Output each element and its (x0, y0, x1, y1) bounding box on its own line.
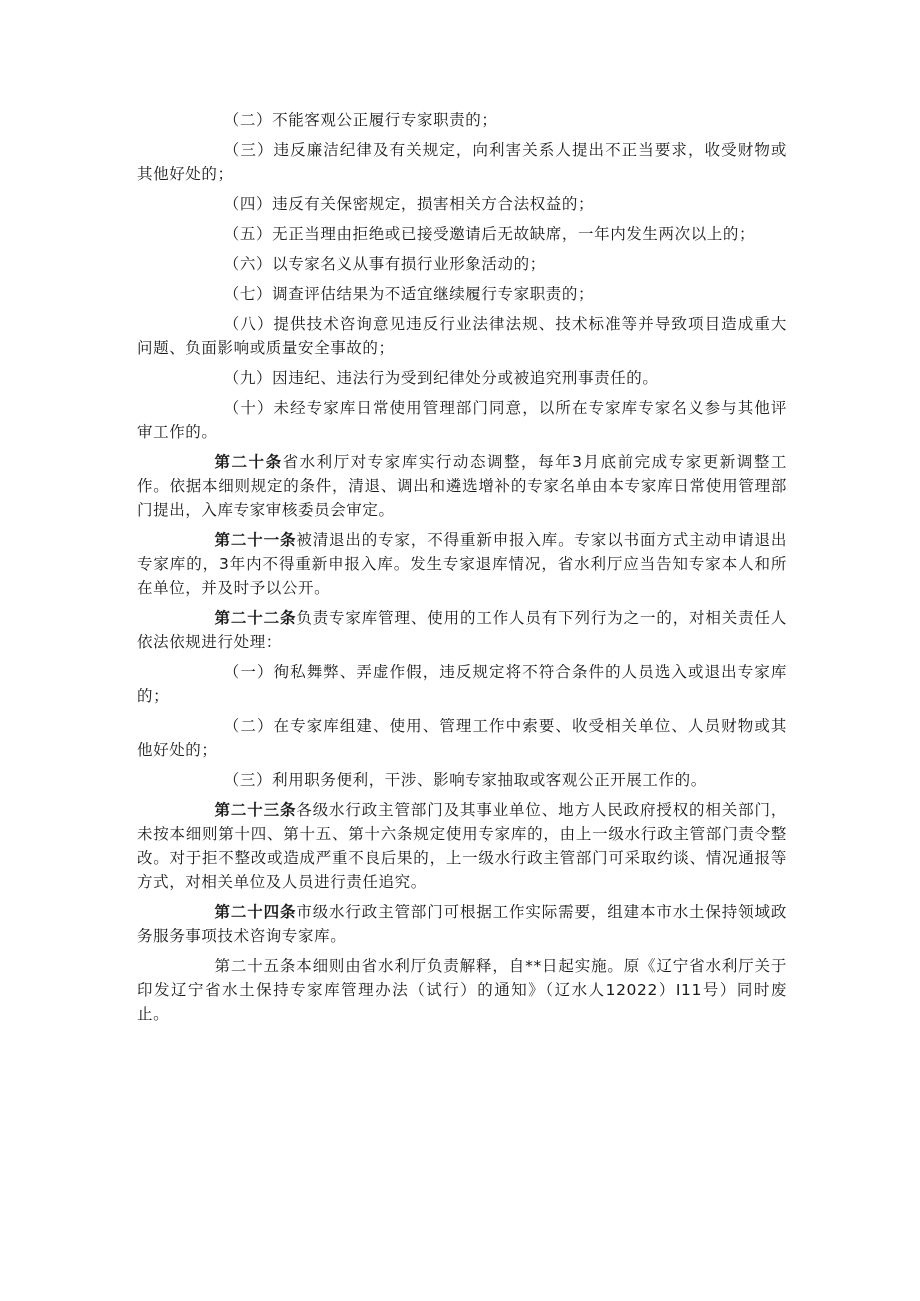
article-21 (137, 528, 787, 600)
clause-item-9: （九）因违纪、违法行为受到纪律处分或被追究刑事责任的。 (223, 369, 659, 387)
clause-item-5: （五）无正当理由拒绝或已接受邀请后无故缺席，一年内发生两次以上的； (223, 225, 756, 243)
article-21-text: 被清退出的专家，不得重新申报入库。专家以书面方式主动申请退出专家库的，3年内不得重新申报入库。发生专家退库情况，省水利厅应当告知专家本人和所在单位，并及时予以公开。 (137, 531, 787, 597)
article-22-label: 第二十二条 (214, 609, 297, 627)
article-23 (137, 798, 787, 894)
article-24-text: 市级水行政主管部门可根据工作实际需要，组建本市水土保持领域政务服务事项技术咨询专家库。 (137, 903, 787, 945)
article-25: 第二十五条本细则由省水利厅负责解释，自**日起实施。原《辽宁省水利厅关于印发辽宁省水土保持专家库管理办法（试行）的通知》（辽水人12022）I11号）同时废止。 (137, 957, 787, 1023)
article-20-text: 省水利厅对专家库实行动态调整，每年3月底前完成专家更新调整工作。依据本细则规定的条件，清退、调出和遴选增补的专家名单由本专家库日常使用管理部门提出，入库专家审核委员会审定。 (137, 453, 787, 519)
clause-item-10: （十）未经专家库日常使用管理部门同意，以所在专家库专家名义参与其他评审工作的。 (137, 399, 787, 441)
article-20-label: 第二十条 (214, 453, 283, 471)
clause-item-2: （二）不能客观公正履行专家职责的； (223, 111, 498, 129)
clause-item-8: （八）提供技术咨询意见违反行业法律法规、技术标准等并导致项目造成重大问题、负面影响或质量安全事故的； (137, 315, 787, 357)
clause-item-4: （四）违反有关保密规定，损害相关方合法权益的； (223, 195, 595, 213)
article-22-text: 负责专家库管理、使用的工作人员有下列行为之一的，对相关责任人依法依规进行处理： (137, 609, 787, 651)
article-22-item-1: （一）徇私舞弊、弄虚作假，违反规定将不符合条件的人员选入或退出专家库的； (137, 663, 787, 705)
article-22-item-3: （三）利用职务便利，干涉、影响专家抽取或客观公正开展工作的。 (223, 771, 707, 789)
clause-item-6: （六）以专家名义从事有损行业形象活动的； (223, 255, 546, 273)
clause-item-3: （三）违反廉洁纪律及有关规定，向利害关系人提出不正当要求，收受财物或其他好处的； (137, 141, 787, 183)
article-24-label: 第二十四条 (214, 903, 297, 921)
article-24 (137, 900, 787, 948)
article-22-item-2: （二）在专家库组建、使用、管理工作中索要、收受相关单位、人员财物或其他好处的； (137, 717, 787, 759)
article-23-text: 各级水行政主管部门及其事业单位、地方人民政府授权的相关部门，未按本细则第十四、第十五、第十六条规定使用专家库的，由上一级水行政主管部门责令整改。对于拒不整改或造成严重不良后果的，上一级水行政主管部门可采取约谈、情况通报等方式，对相关单位及人员进行责任追究。 (137, 801, 787, 891)
article-20 (137, 450, 787, 522)
document-page (137, 108, 787, 1032)
clause-item-7: （七）调查评估结果为不适宜继续履行专家职责的； (223, 285, 595, 303)
article-22 (137, 606, 787, 654)
article-21-label: 第二十一条 (214, 531, 297, 549)
article-23-label: 第二十三条 (214, 801, 297, 819)
